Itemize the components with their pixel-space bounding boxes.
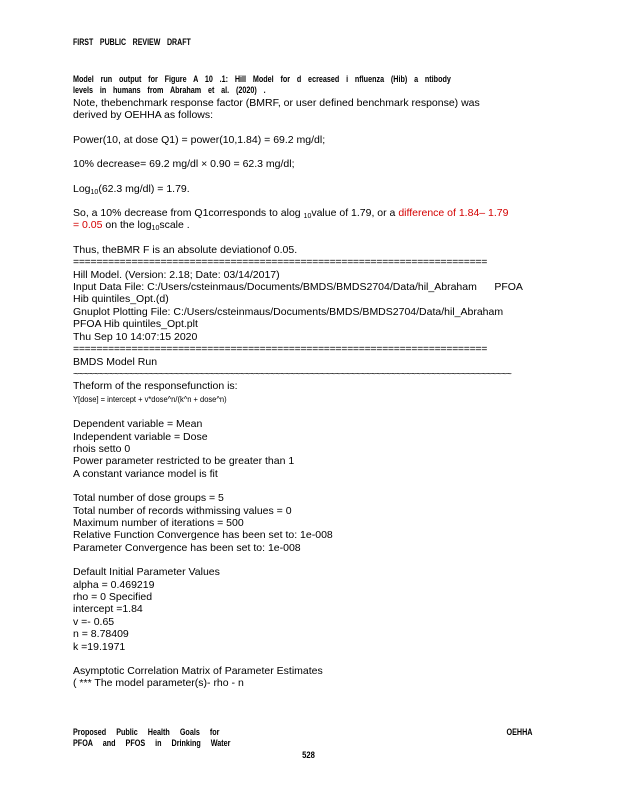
variable-line: A constant variance model is fit: [73, 467, 218, 480]
note-line-1: Note, thebenchmark response factor (BMRF, or user defined benchmark response) was: [73, 97, 480, 109]
divider: =======================================================================: [73, 343, 488, 356]
variable-line: rhois setto 0: [73, 442, 131, 455]
count-line: Maximum number of iterations = 500: [73, 516, 244, 529]
response-function-formula: Y[dose] = intercept + v*dose^n/(k^n + dose^n): [73, 394, 227, 404]
power-calculation: Power(10, at dose Q1) = power(10,1.84) = 69.2 mg/dl;: [73, 133, 326, 146]
param-line: alpha = 0.469219: [73, 578, 155, 591]
asymptotic-matrix-title: Asymptotic Correlation Matrix of Parameter Estimates: [73, 665, 323, 678]
gnuplot-file-line-2: PFOA Hib quintiles_Opt.plt: [73, 318, 198, 331]
count-line: Total number of dose groups = 5: [73, 492, 224, 505]
param-line: n = 8.78409: [73, 628, 129, 641]
footer-agency: OEHHA: [506, 727, 533, 737]
input-file-line-1: Input Data File: C:/Users/csteinmaus/Documents/BMDS/BMDS2704/Data/hil_Abraham PFOA: [73, 281, 523, 294]
asymptotic-matrix-note: ( *** The model parameter(s)- rho - n: [73, 677, 244, 690]
param-line: rho = 0 Specified: [73, 591, 153, 603]
page-number: 528: [302, 750, 316, 760]
tilde-divider: ~~~~~~~~~~~~~~~~~~~~~~~~~~~~~~~~~~~~~~~~~~~~~~~~~~~~~~~~~~~~~~~~~~~~~~~~~~~~~~~~~~~~~~~: [73, 367, 511, 380]
response-function-intro: Theform of the responsefunction is:: [73, 380, 238, 393]
page-number-container: [0, 750, 618, 760]
footer-title-line-1: Proposed Public Health Goals for: [73, 727, 220, 737]
param-line: intercept =1.84: [73, 603, 143, 616]
variable-line: Dependent variable = Mean: [73, 418, 203, 431]
so-paragraph-line-1: So, a 10% decrease from Q1corresponds to alog $_{10}$value of 1.79, or a difference of 1.84– 1.79: [73, 207, 509, 221]
caption-line-2: levels in humans from Abraham et al. (2020) .: [73, 85, 266, 95]
so-paragraph-line-2: = 0.05 on the $\log_{10}scale$ .: [73, 219, 190, 233]
param-line: k =19.1971: [73, 640, 126, 653]
figure-caption: [73, 74, 451, 96]
caption-line-1: Model run output for Figure A 10 .1: Hill Model for d ecreased i nfluenza (Hib) a ntibody: [73, 74, 451, 84]
log-calculation: Log$_{10}$(62.3 mg/dl) = 1.79.: [73, 182, 190, 196]
input-file-line-2: Hib quintiles_Opt.(d): [73, 293, 169, 306]
draft-header: FIRST PUBLIC REVIEW DRAFT: [73, 37, 191, 47]
footer-title-line-2: PFOA and PFOS in Drinking Water: [73, 738, 231, 748]
variable-line: Power parameter restricted to be greater than 1: [73, 455, 295, 468]
bmds-model-run: BMDS Model Run: [73, 355, 158, 368]
divider: =======================================================================: [73, 256, 488, 269]
count-line: Total number of records withmissing values = 0: [73, 504, 292, 517]
gnuplot-file-line-1: Gnuplot Plotting File: C:/Users/csteinmaus/Documents/BMDS/BMDS2704/Data/hil_Abraham: [73, 305, 504, 318]
difference-result-highlight: = 0.05: [73, 219, 103, 232]
difference-highlight: difference of 1.84– 1.79: [398, 207, 509, 220]
run-date: Thu Sep 10 14:07:15 2020: [73, 330, 198, 343]
count-line: Relative Function Convergence has been set to: 1e-008: [73, 529, 333, 542]
note-line-2: derived by OEHHA as follows:: [73, 109, 214, 122]
hill-model-version: Hill Model. (Version: 2.18; Date: 03/14/2017): [73, 268, 280, 281]
initial-params-title: Default Initial Parameter Values: [73, 566, 220, 579]
document-body: [73, 97, 573, 690]
param-line: v =- 0.65: [73, 615, 115, 628]
count-line: Parameter Convergence has been set to: 1e-008: [73, 541, 301, 554]
variable-line: Independent variable = Dose: [73, 430, 208, 443]
page-footer: [73, 727, 533, 749]
thus-line: Thus, theBMR F is an absolute deviationof 0.05.: [73, 243, 298, 256]
decrease-calculation: 10% decrease= 69.2 mg/dl × 0.90 = 62.3 mg/dl;: [73, 158, 295, 171]
